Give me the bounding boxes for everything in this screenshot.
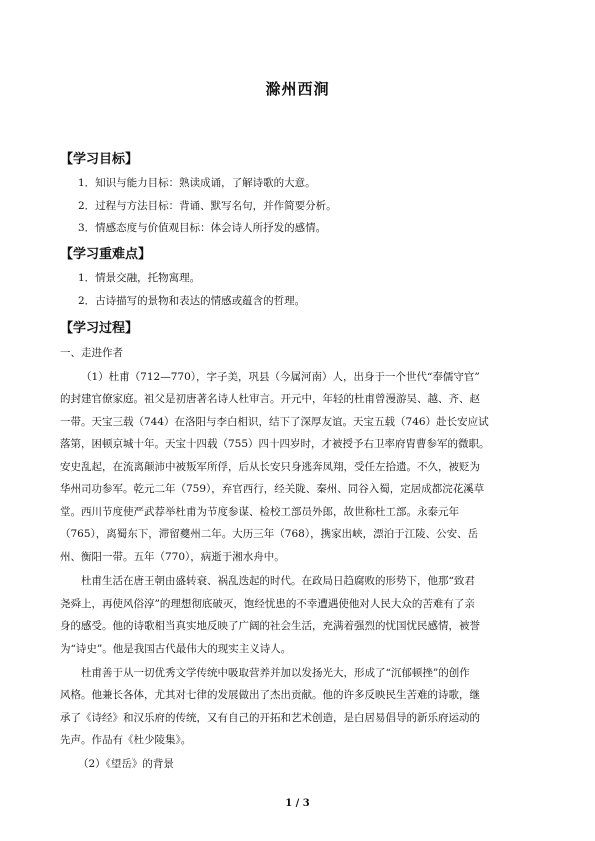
para1-line-1: （1）杜甫（712—770），字子美，巩县（今属河南）人，出身于一个世代“奉儒守官” xyxy=(81,371,480,383)
goals-heading: 【学习目标】 xyxy=(60,152,139,167)
para3-line-3: 承了《诗经》和汉乐府的传统，又有自己的开拓和艺术创造，是白居易倡导的新乐府运动的 xyxy=(60,712,480,724)
goal-item-1: 1．知识与能力目标：熟读成诵，了解诗歌的大意。 xyxy=(78,177,316,189)
keypoint-item-2: 2．古诗描写的景物和表达的情感或蕴含的哲理。 xyxy=(78,295,306,307)
para1-line-3: 一带。天宝三载（744）在洛阳与李白相识，结下了深厚友谊。天宝五载（746）赴长安应试 xyxy=(60,416,489,428)
para3-line-1: 杜甫善于从一切优秀文学传统中吸取营养并加以发扬光大，形成了“沉郁顿挫”的创作 xyxy=(81,667,470,679)
goal-item-2: 2．过程与方法目标：背诵、默写名句，并作简要分析。 xyxy=(78,200,337,212)
keypoints-heading: 【学习重难点】 xyxy=(60,247,152,262)
para3-line-2: 风格。他兼长各体，尤其对七律的发展做出了杰出贡献。他的许多反映民生苦难的诗歌，继 xyxy=(60,689,480,701)
keypoint-item-1: 1．情景交融，托物寓理。 xyxy=(78,272,201,284)
process-heading: 【学习过程】 xyxy=(60,321,139,336)
process-subheading: 一、走进作者 xyxy=(60,347,123,359)
page-number: 1 / 3 xyxy=(285,798,310,809)
para1-line-8: （765），离蜀东下，滞留夔州二年。大历三年（768），携家出峡，漂泊于江陵、公安、岳 xyxy=(60,528,479,540)
para2-line-4: 为“诗史”。他是我国古代最伟大的现实主义诗人。 xyxy=(60,643,292,655)
page-title: 滁州西涧 xyxy=(265,80,330,98)
para1-line-6: 华州司功参军。乾元二年（759），弃官西行，经关陇、秦州、同谷入蜀，定居成都浣花溪草 xyxy=(60,483,485,495)
para2-line-1: 杜甫生活在唐王朝由盛转衰、祸乱迭起的时代。在政局日趋腐败的形势下，他那“致君 xyxy=(81,575,475,587)
goal-item-3: 3．情感态度与价值观目标：体会诗人所抒发的感情。 xyxy=(78,222,327,234)
para1-line-2: 的封建官僚家庭。祖父是初唐著名诗人杜审言。开元中，年轻的杜甫曾漫游吴、越、齐、赵 xyxy=(60,393,480,405)
para1-line-7: 堂。西川节度使严武荐举杜甫为节度参谋、检校工部员外郎，故世称杜工部。永泰元年 xyxy=(60,506,459,518)
process-item-2: （2）《望岳》的背景 xyxy=(78,758,174,770)
para2-line-3: 身的感受。他的诗歌相当真实地反映了广阔的社会生活，充满着强烈的忧国忧民感情，被誉 xyxy=(60,620,480,632)
para1-line-4: 落第，困顿京城十年。天宝十四载（755）四十四岁时，才被授予右卫率府胄曹参军的微职。 xyxy=(60,438,490,450)
para2-line-2: 尧舜上，再使风俗淳”的理想彻底破灭，饱经忧患的不幸遭遇使他对人民大众的苦难有了亲 xyxy=(60,598,475,610)
para1-line-5: 安史乱起，在流离颠沛中被叛军所俘，后从长安只身逃奔凤翔，受任左拾遗。不久，被贬为 xyxy=(60,461,480,473)
para3-line-4: 先声。作品有《杜少陵集》。 xyxy=(60,734,192,746)
para1-line-9: 州、衡阳一带。五年（770），病逝于湘水舟中。 xyxy=(60,551,285,563)
